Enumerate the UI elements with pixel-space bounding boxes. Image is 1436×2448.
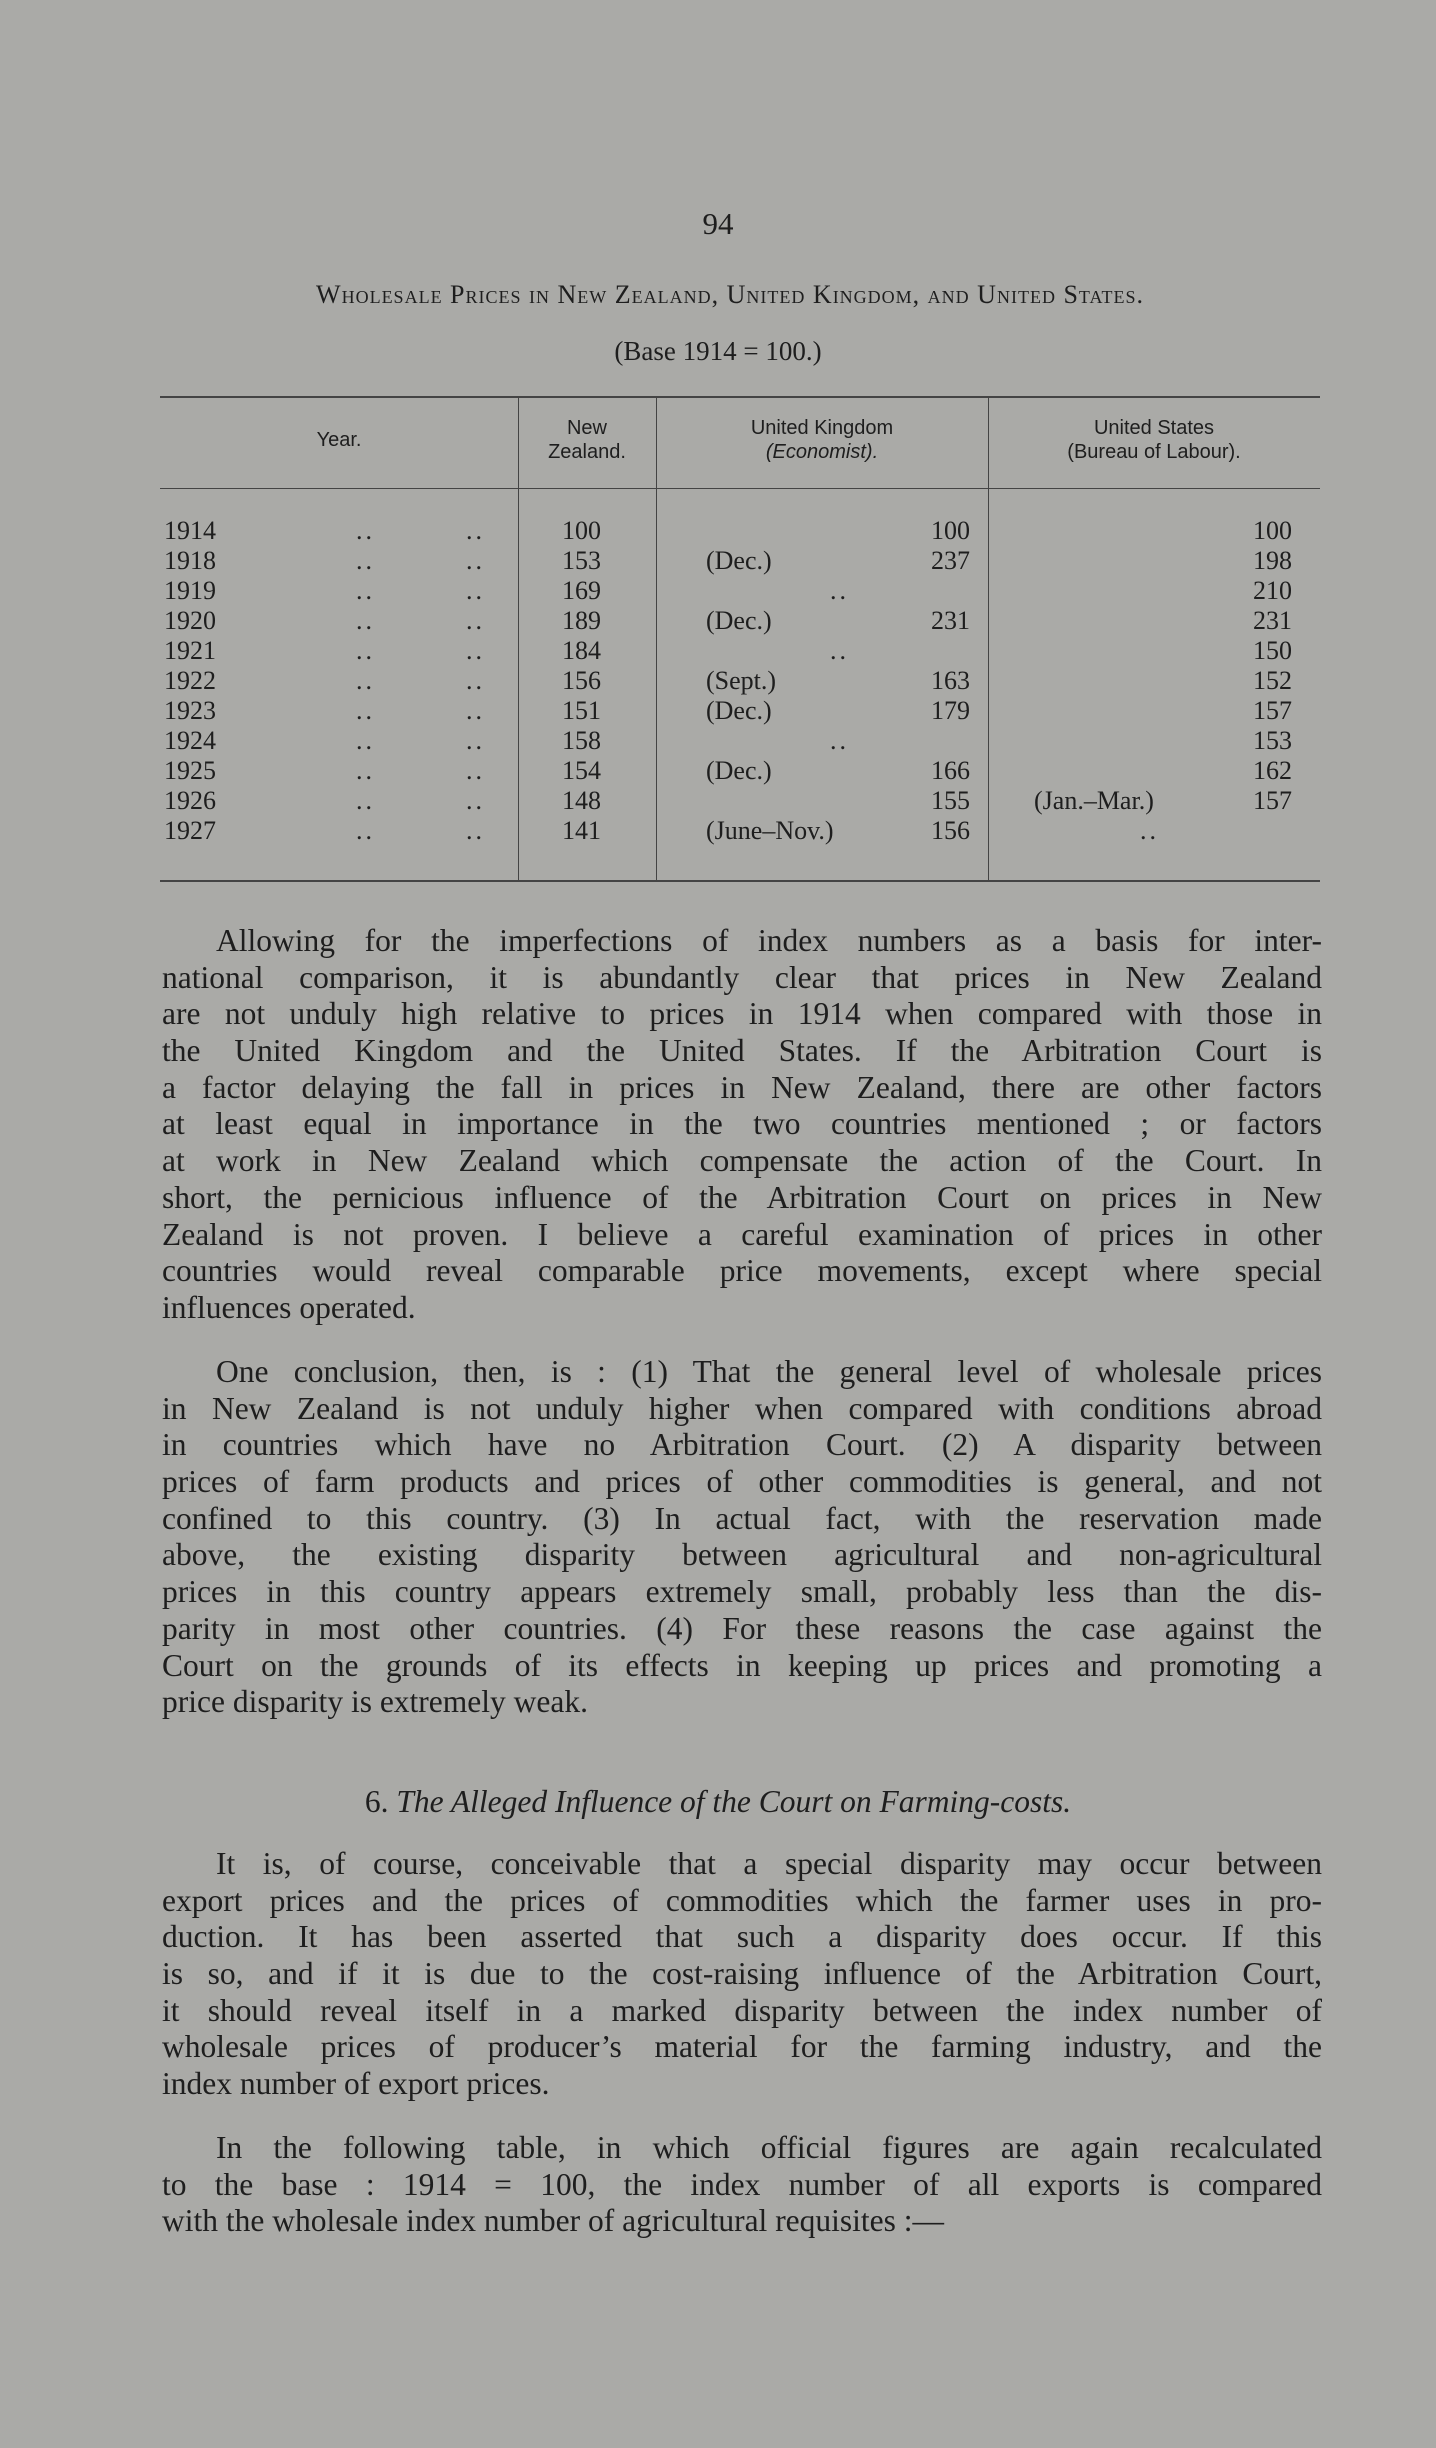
text-line: Zealand is not proven. I believe a careful examination of prices in other — [162, 1216, 1322, 1252]
cell-united-kingdom: 179 — [931, 696, 970, 725]
text-line: One conclusion, then, is : (1) That the general level of wholesale prices — [216, 1354, 1322, 1389]
text-line: In the following table, in which official figures are again recalculated — [216, 2130, 1322, 2165]
paragraph-4 — [162, 2130, 1322, 2240]
text-line: duction. It has been asserted that such a disparity does occur. If this — [162, 1919, 1322, 1955]
text-line: in countries which have no Arbitration Court. (2) A disparity between — [162, 1427, 1322, 1463]
cell-new-zealand: 156 — [562, 666, 601, 695]
cell-new-zealand: 189 — [562, 606, 601, 635]
text-line: a factor delaying the fall in prices in New Zealand, there are other factors — [162, 1069, 1322, 1105]
cell-new-zealand: 169 — [562, 576, 601, 605]
text-line: above, the existing disparity between agricultural and non-agricultural — [162, 1537, 1322, 1573]
cell-uk-period: (Dec.) — [706, 546, 772, 575]
cell-new-zealand: 154 — [562, 756, 601, 785]
section-heading — [0, 1784, 1436, 1820]
cell-united-states: 231 — [1253, 606, 1292, 635]
text-line: export prices and the prices of commodities which the farmer uses in pro- — [162, 1882, 1322, 1918]
leader-dots: .. — [356, 726, 375, 755]
table-row — [160, 516, 1320, 546]
cell-united-kingdom: 231 — [931, 606, 970, 635]
leader-dots: .. — [356, 606, 375, 635]
table-row — [160, 636, 1320, 666]
cell-united-states: 153 — [1253, 726, 1292, 755]
cell-new-zealand: 100 — [562, 516, 601, 545]
cell-uk-period: (Dec.) — [706, 756, 772, 785]
text-line: price disparity is extremely weak. — [162, 1684, 588, 1720]
text-line: short, the pernicious influence of the Arbitration Court on prices in New — [162, 1179, 1322, 1215]
text-line: national comparison, it is abundantly clear that prices in New Zealand — [162, 959, 1322, 995]
cell-united-kingdom: .. — [830, 576, 849, 605]
header-us-line1: United States — [1093, 417, 1215, 439]
cell-year: 1920 — [164, 606, 216, 635]
header-uk-line1: United Kingdom — [750, 417, 894, 439]
text-line: confined to this country. (3) In actual fact, with the reservation made — [162, 1500, 1322, 1536]
table-row — [160, 756, 1320, 786]
text-line: at least equal in importance in the two countries mentioned ; or factors — [162, 1106, 1322, 1142]
cell-united-states: 210 — [1253, 576, 1292, 605]
paragraph-3 — [162, 1846, 1322, 2103]
wholesale-prices-table — [160, 392, 1320, 882]
cell-united-states: 162 — [1253, 756, 1292, 785]
text-line: it should reveal itself in a marked disparity between the index number of — [162, 1992, 1322, 2028]
cell-year: 1921 — [164, 636, 216, 665]
text-line: prices of farm products and prices of other commodities is general, and not — [162, 1464, 1322, 1500]
leader-dots: .. — [466, 726, 485, 755]
text-line: in New Zealand is not unduly higher when compared with conditions abroad — [162, 1390, 1322, 1426]
cell-us-period: (Jan.–Mar.) — [1034, 786, 1154, 815]
paragraph-1 — [162, 923, 1322, 1327]
header-nz-line1: New — [566, 417, 607, 439]
table-row — [160, 606, 1320, 636]
page-number: 94 — [702, 206, 734, 241]
cell-united-kingdom: 163 — [931, 666, 970, 695]
cell-united-states: 100 — [1253, 516, 1292, 545]
cell-year: 1922 — [164, 666, 216, 695]
leader-dots: .. — [466, 666, 485, 695]
header-united-kingdom — [656, 416, 988, 464]
cell-new-zealand: 158 — [562, 726, 601, 755]
cell-uk-period: (Sept.) — [706, 666, 777, 695]
leader-dots: .. — [356, 546, 375, 575]
leader-dots: .. — [356, 786, 375, 815]
cell-year: 1924 — [164, 726, 216, 755]
cell-year: 1923 — [164, 696, 216, 725]
text-line: countries would reveal comparable price movements, except where special — [162, 1253, 1322, 1289]
leader-dots: .. — [466, 606, 485, 635]
text-line: with the wholesale index number of agricultural requisites :— — [162, 2203, 945, 2239]
text-line: wholesale prices of producer’s material for the farming industry, and the — [162, 2029, 1322, 2065]
cell-new-zealand: 141 — [562, 816, 601, 845]
cell-new-zealand: 153 — [562, 546, 601, 575]
table-row — [160, 786, 1320, 816]
cell-united-kingdom: .. — [830, 636, 849, 665]
leader-dots: .. — [466, 636, 485, 665]
paragraph-2 — [162, 1354, 1322, 1721]
table-base-note: (Base 1914 = 100.) — [614, 336, 822, 366]
section-number: 6. — [364, 1784, 389, 1819]
text-line: prices in this country appears extremely small, probably less than the dis- — [162, 1574, 1322, 1610]
cell-united-states: 152 — [1253, 666, 1292, 695]
leader-dots: .. — [466, 576, 485, 605]
leader-dots: .. — [466, 756, 485, 785]
cell-united-states: 157 — [1253, 696, 1292, 725]
table-row — [160, 816, 1320, 846]
leader-dots: .. — [466, 516, 485, 545]
cell-year: 1918 — [164, 546, 216, 575]
text-line: Court on the grounds of its effects in keeping up prices and promoting a — [162, 1647, 1322, 1683]
text-line: is so, and if it is due to the cost-raising influence of the Arbitration Court, — [162, 1956, 1322, 1992]
table-header-rule — [160, 488, 1320, 489]
cell-united-kingdom: 100 — [931, 516, 970, 545]
section-title: The Alleged Influence of the Court on Farming-costs. — [396, 1784, 1072, 1819]
leader-dots: .. — [356, 816, 375, 845]
header-year: Year. — [316, 429, 362, 451]
header-uk-line2: (Economist). — [765, 441, 879, 463]
cell-year: 1925 — [164, 756, 216, 785]
text-line: influences operated. — [162, 1289, 416, 1325]
cell-united-kingdom: 155 — [931, 786, 970, 815]
header-new-zealand — [518, 416, 656, 464]
text-line: at work in New Zealand which compensate the action of the Court. In — [162, 1143, 1322, 1179]
text-line: Allowing for the imperfections of index numbers as a basis for inter- — [216, 923, 1322, 958]
leader-dots: .. — [356, 696, 375, 725]
leader-dots: .. — [466, 816, 485, 845]
cell-united-states: .. — [1140, 816, 1159, 845]
text-line: parity in most other countries. (4) For these reasons the case against the — [162, 1610, 1322, 1646]
text-line: It is, of course, conceivable that a special disparity may occur between — [216, 1846, 1322, 1881]
leader-dots: .. — [356, 756, 375, 785]
leader-dots: .. — [466, 546, 485, 575]
cell-year: 1914 — [164, 516, 216, 545]
leader-dots: .. — [356, 636, 375, 665]
cell-uk-period: (June–Nov.) — [706, 816, 834, 845]
leader-dots: .. — [466, 786, 485, 815]
table-row — [160, 726, 1320, 756]
cell-new-zealand: 151 — [562, 696, 601, 725]
text-line: the United Kingdom and the United States. If the Arbitration Court is — [162, 1033, 1322, 1069]
cell-united-kingdom: 166 — [931, 756, 970, 785]
text-line: are not unduly high relative to prices in 1914 when compared with those in — [162, 996, 1322, 1032]
cell-uk-period: (Dec.) — [706, 606, 772, 635]
cell-uk-period: (Dec.) — [706, 696, 772, 725]
cell-united-kingdom: 156 — [931, 816, 970, 845]
table-row — [160, 546, 1320, 576]
table-top-rule — [160, 396, 1320, 398]
table-row — [160, 666, 1320, 696]
cell-united-states: 150 — [1253, 636, 1292, 665]
cell-year: 1919 — [164, 576, 216, 605]
leader-dots: .. — [356, 666, 375, 695]
header-united-states — [988, 416, 1320, 464]
leader-dots: .. — [356, 516, 375, 545]
cell-new-zealand: 148 — [562, 786, 601, 815]
cell-united-kingdom: 237 — [931, 546, 970, 575]
leader-dots: .. — [466, 696, 485, 725]
text-line: index number of export prices. — [162, 2066, 550, 2102]
cell-united-states: 198 — [1253, 546, 1292, 575]
cell-year: 1926 — [164, 786, 216, 815]
table-row — [160, 696, 1320, 726]
table-title: Wholesale Prices in New Zealand, United Kingdom, and United States. — [316, 280, 1144, 309]
table-bottom-rule — [160, 880, 1320, 882]
text-line: to the base : 1914 = 100, the index number of all exports is compared — [162, 2166, 1322, 2202]
cell-new-zealand: 184 — [562, 636, 601, 665]
cell-united-states: 157 — [1253, 786, 1292, 815]
header-us-line2: (Bureau of Labour). — [1067, 441, 1241, 463]
cell-year: 1927 — [164, 816, 216, 845]
leader-dots: .. — [356, 576, 375, 605]
header-nz-line2: Zealand. — [548, 441, 626, 463]
cell-united-kingdom: .. — [830, 726, 849, 755]
table-row — [160, 576, 1320, 606]
